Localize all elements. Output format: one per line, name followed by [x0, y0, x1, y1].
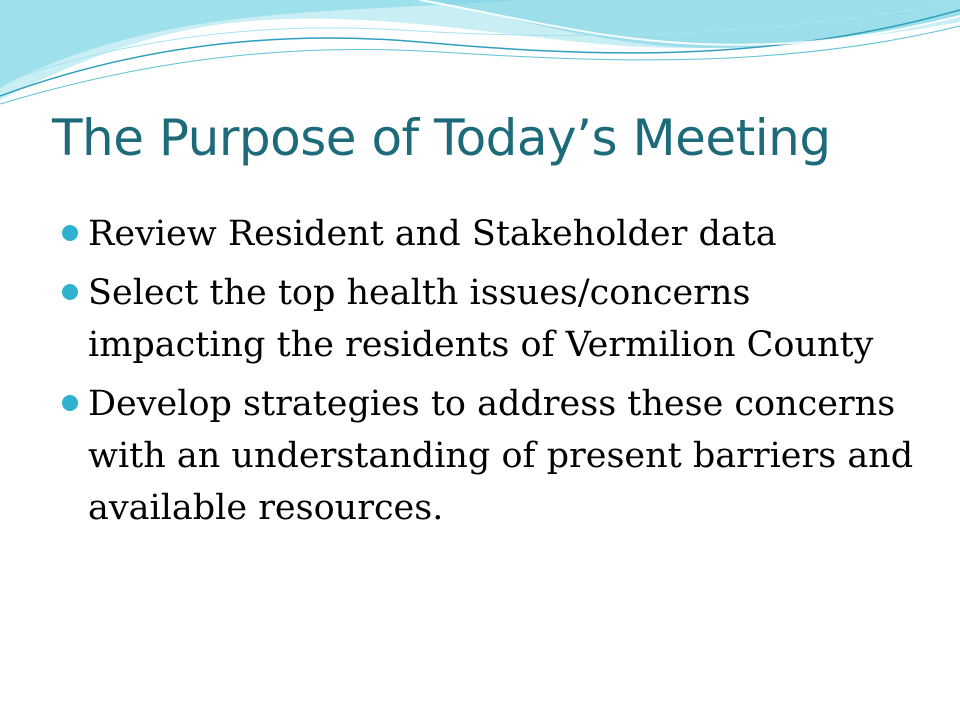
- bullet-text: Review Resident and Stakeholder data: [88, 214, 777, 254]
- bullet-item: [62, 378, 922, 534]
- slide-title: The Purpose of Today’s Meeting: [52, 109, 831, 167]
- bullet-dot-icon: [62, 284, 78, 300]
- bullet-text: Select the top health issues/concerns impacting the residents of Vermilion County: [88, 273, 874, 365]
- bullet-dot-icon: [62, 395, 78, 411]
- bullet-text: Develop strategies to address these concerns with an understanding of present barriers and available resources.: [88, 384, 914, 528]
- bullet-item: [62, 208, 922, 260]
- bullet-dot-icon: [62, 225, 78, 241]
- bullet-list: [62, 208, 922, 541]
- bullet-item: [62, 267, 922, 371]
- header-wave-decoration: [0, 0, 960, 120]
